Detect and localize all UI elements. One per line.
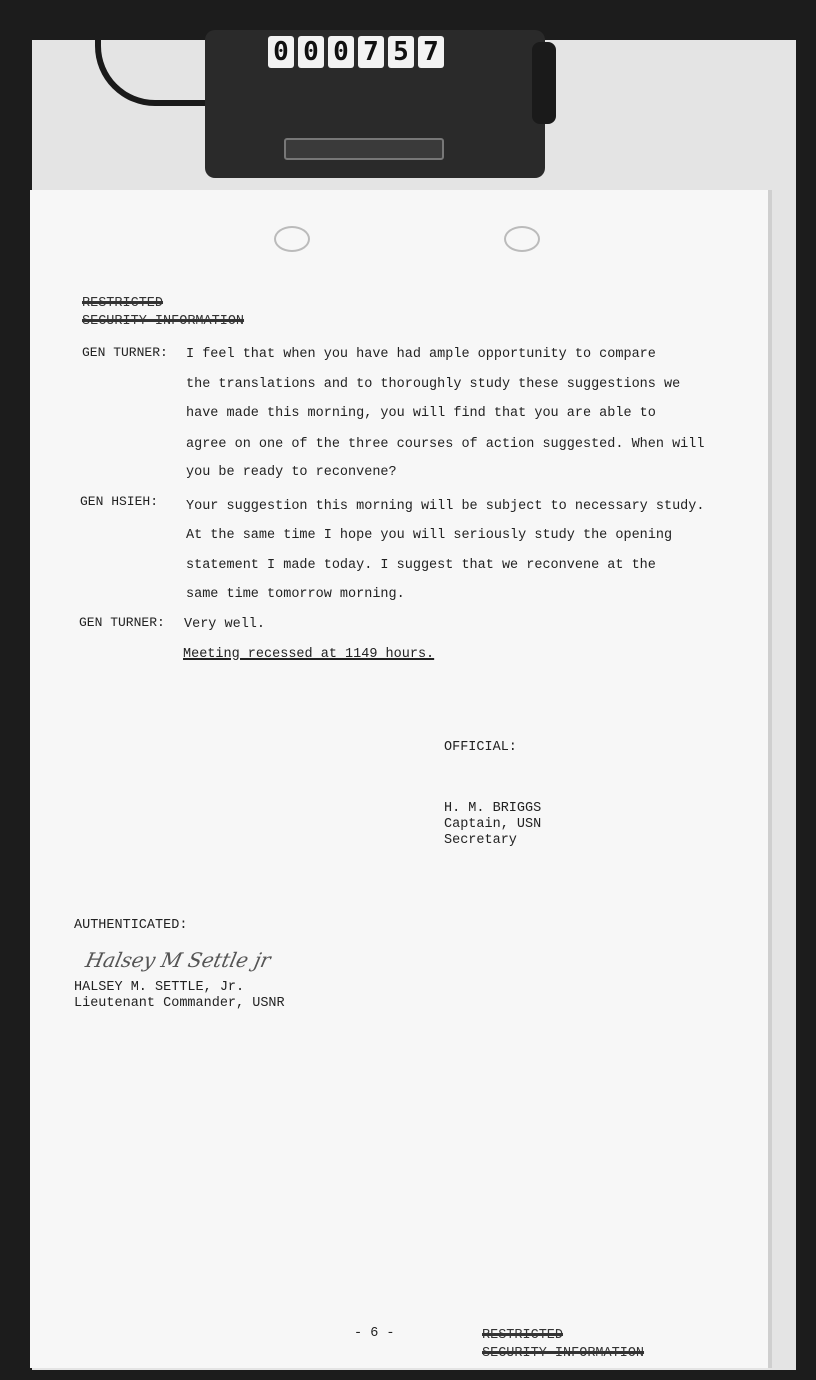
statement-line: you be ready to reconvene? (186, 465, 397, 480)
statement-line: the translations and to thoroughly study these suggestions we (186, 377, 681, 392)
punch-hole (504, 226, 540, 252)
punch-hole (274, 226, 310, 252)
counter-digit: 5 (388, 36, 414, 68)
counter-digit: 0 (298, 36, 324, 68)
statement-line: have made this morning, you will find that you are able to (186, 406, 656, 421)
authenticated-rank: Lieutenant Commander, USNR (74, 996, 285, 1011)
statement-line: statement I made today. I suggest that we reconvene at the (186, 558, 656, 573)
statement-line: Very well. (184, 617, 266, 632)
official-name: H. M. BRIGGS (444, 801, 542, 816)
counter-digit: 7 (418, 36, 444, 68)
counter-window (268, 36, 444, 70)
authenticated-name: HALSEY M. SETTLE, Jr. (74, 980, 245, 995)
statement-line: Your suggestion this morning will be subject to necessary study. (186, 499, 705, 514)
counter-plate (284, 138, 444, 160)
speaker-label: GEN HSIEH: (80, 494, 159, 509)
speaker-label: GEN TURNER: (79, 615, 165, 630)
counter-digit: 0 (328, 36, 354, 68)
classification-footer-line1: RESTRICTED (482, 1328, 564, 1343)
statement-line: agree on one of the three courses of action suggested. When will (186, 437, 705, 452)
page-number: - 6 - (354, 1326, 395, 1341)
handwritten-signature: Halsey M Settle jr (83, 948, 273, 972)
counter-knob (532, 42, 556, 124)
statement-line: same time tomorrow morning. (186, 587, 405, 602)
speaker-label: GEN TURNER: (82, 345, 168, 360)
document-page (30, 190, 768, 1368)
authenticated-label: AUTHENTICATED: (74, 918, 188, 933)
official-rank: Captain, USN (444, 817, 542, 832)
recess-note: Meeting recessed at 1149 hours. (183, 647, 435, 662)
classification-header-line2: SECURITY INFORMATION (82, 314, 245, 329)
classification-header-line1: RESTRICTED (82, 296, 164, 311)
counter-digit: 7 (358, 36, 384, 68)
classification-footer-line2: SECURITY INFORMATION (482, 1346, 645, 1361)
counter-digit: 0 (268, 36, 294, 68)
official-label: OFFICIAL: (444, 740, 517, 755)
official-title: Secretary (444, 833, 517, 848)
statement-line: I feel that when you have had ample opportunity to compare (186, 347, 656, 362)
statement-line: At the same time I hope you will seriously study the opening (186, 528, 673, 543)
